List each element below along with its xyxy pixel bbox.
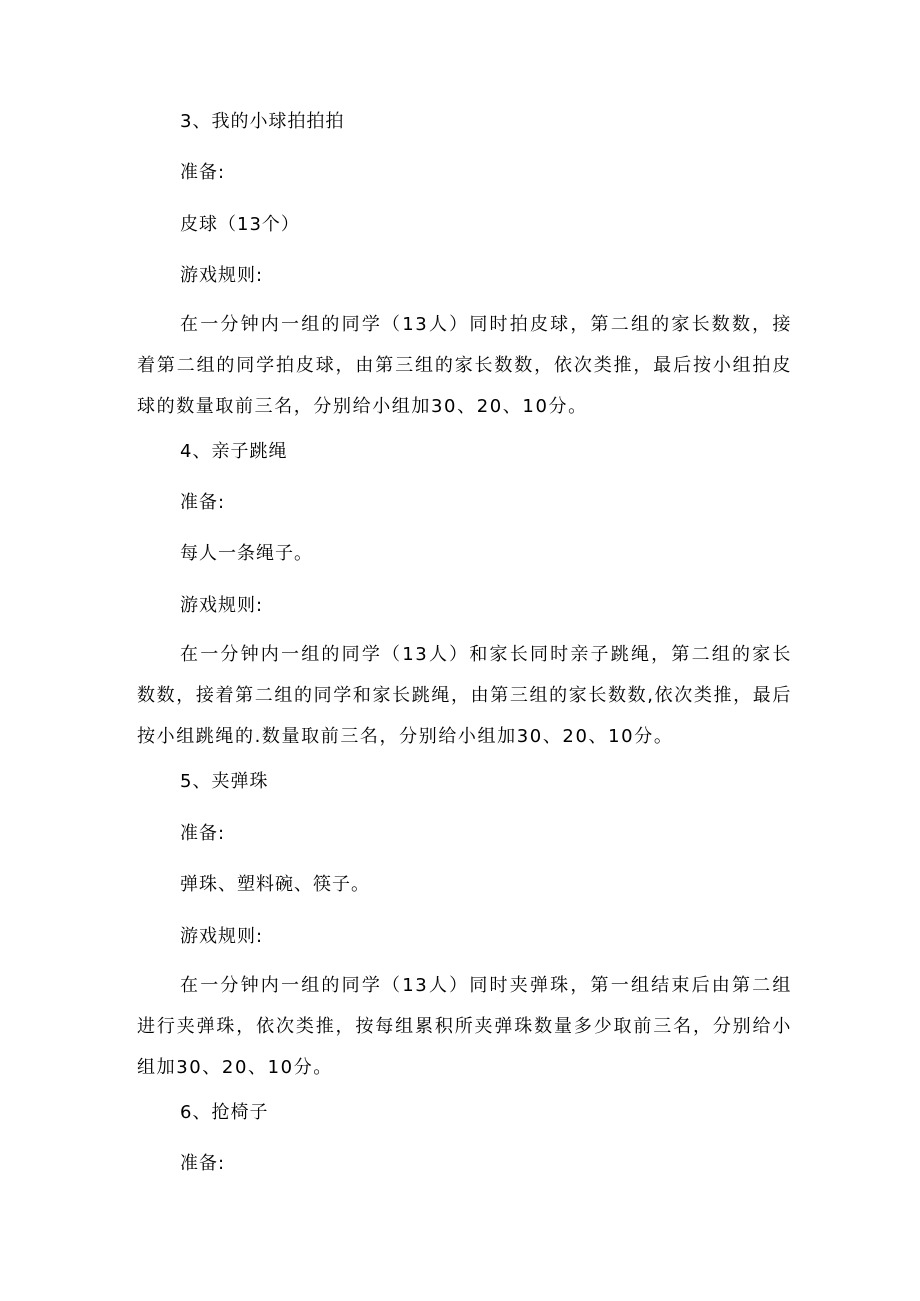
prep-label: 准备:	[180, 492, 226, 513]
rules-label: 游戏规则:	[180, 595, 264, 616]
section-heading: 4、亲子跳绳	[180, 441, 288, 462]
prep-items: 每人一条绳子。	[180, 543, 313, 564]
rules-paragraph: 在一分钟内一组的同学（13人）同时拍皮球，第二组的家长数数，接着第二组的同学拍皮球，由第三组的家长数数，依次类推，最后按小组拍皮球的数量取前三名，分别给小组加30、20、10分。	[137, 314, 792, 417]
prep-label: 准备:	[180, 823, 226, 844]
prep-label: 准备:	[180, 1153, 226, 1174]
rules-label: 游戏规则:	[180, 265, 264, 286]
prep-items: 皮球（13个）	[180, 214, 300, 235]
rules-paragraph: 在一分钟内一组的同学（13人）同时夹弹珠，第一组结束后由第二组进行夹弹珠，依次类推，按每组累积所夹弹珠数量多少取前三名，分别给小组加30、20、10分。	[137, 975, 792, 1078]
rules-label: 游戏规则:	[180, 926, 264, 947]
section-heading: 5、夹弹珠	[180, 771, 269, 792]
prep-items: 弹珠、塑料碗、筷子。	[180, 874, 370, 895]
rules-paragraph: 在一分钟内一组的同学（13人）和家长同时亲子跳绳，第二组的家长数数，接着第二组的同学和家长跳绳，由第三组的家长数数,依次类推，最后按小组跳绳的.数量取前三名，分别给小组加30、20、10分。	[137, 644, 792, 747]
section-heading: 6、抢椅子	[180, 1102, 269, 1123]
prep-label: 准备:	[180, 162, 226, 183]
section-heading: 3、我的小球拍拍拍	[180, 111, 345, 132]
